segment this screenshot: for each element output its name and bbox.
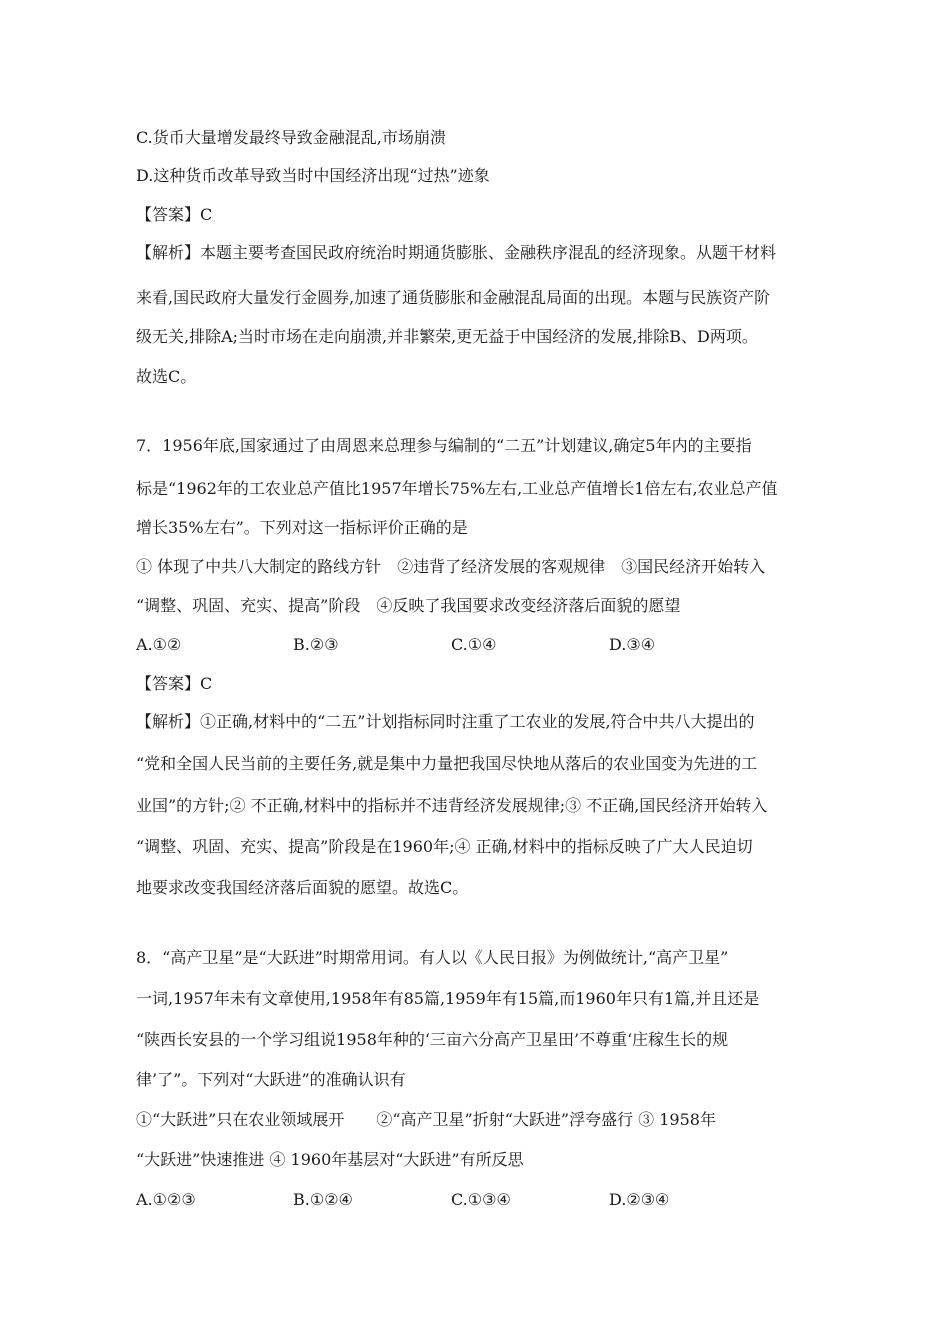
q6-option-d: D.这种货币改革导致当时中国经济出现“过热”迹象: [136, 166, 490, 185]
q8-stem-line: 8．“高产卫星”是“大跃进”时期常用词。有人以《人民日报》为例做统计,“高产卫星”: [136, 948, 729, 967]
q7-option-c: C.①④: [451, 635, 497, 654]
q8-stem-line: 律’了”。下列对“大跃进”的准确认识有: [136, 1070, 406, 1089]
q8-option-a: A.①②③: [136, 1190, 196, 1209]
q8-option-d: D.②③④: [609, 1190, 670, 1209]
q6-answer: 【答案】C: [136, 205, 213, 224]
q8-option-b: B.①②④: [293, 1190, 353, 1209]
q8-statement-line: “大跃进”快速推进 ④ 1960年基层对“大跃进”有所反思: [136, 1150, 524, 1169]
q7-stem-line: 7．1956年底,国家通过了由周恩来总理参与编制的“二五”计划建议,确定5年内的主要指: [136, 436, 752, 455]
q7-option-b: B.②③: [293, 635, 339, 654]
q6-analysis-line: 级无关,排除A;当时市场在走向崩溃,并非繁荣,更无益于中国经济的发展,排除B、D两项。: [136, 327, 758, 346]
q6-analysis-line: 故选C。: [136, 367, 197, 386]
q8-stem-line: “陕西长安县的一个学习组说1958年种的‘三亩六分高产卫星田’不尊重‘庄稼生长的规: [136, 1030, 729, 1049]
q8-statement-line: ①“大跃进”只在农业领域展开 ②“高产卫星”折射“大跃进”浮夸盛行 ③ 1958年: [136, 1110, 716, 1129]
q6-analysis-line: 来看,国民政府大量发行金圆券,加速了通货膨胀和金融混乱局面的出现。本题与民族资产阶: [136, 288, 771, 307]
q7-statement-line: ① 体现了中共八大制定的路线方针 ②违背了经济发展的客观规律 ③国民经济开始转入: [136, 557, 766, 576]
q7-option-a: A.①②: [136, 635, 182, 654]
q7-analysis-line: “调整、巩固、充实、提高”阶段是在1960年;④ 正确,材料中的指标反映了广大人民迫切: [136, 837, 753, 856]
q8-option-c: C.①③④: [451, 1190, 511, 1209]
q7-analysis-line: “党和全国人民当前的主要任务,就是集中力量把我国尽快地从落后的农业国变为先进的工: [136, 754, 758, 773]
q6-option-c: C.货币大量增发最终导致金融混乱,市场崩溃: [136, 128, 446, 147]
q7-analysis-line: 【解析】①正确,材料中的“二五”计划指标同时注重了工农业的发展,符合中共八大提出的: [136, 712, 755, 731]
q7-option-d: D.③④: [609, 635, 656, 654]
q7-stem-line: 标是“1962年的工农业总产值比1957年增长75%左右,工业总产值增长1倍左右,农业总产值: [136, 479, 778, 498]
q7-statement-line: “调整、巩固、充实、提高”阶段 ④反映了我国要求改变经济落后面貌的愿望: [136, 596, 681, 615]
q7-stem-line: 增长35%左右”。下列对这一指标评价正确的是: [136, 518, 468, 537]
q7-answer: 【答案】C: [136, 674, 213, 693]
q7-analysis-line: 业国”的方针;② 不正确,材料中的指标并不违背经济发展规律;③ 不正确,国民经济开始转入: [136, 796, 768, 815]
q8-stem-line: 一词,1957年未有文章使用,1958年有85篇,1959年有15篇,而1960年只有1篇,并且还是: [136, 989, 760, 1008]
q6-analysis-line: 【解析】本题主要考查国民政府统治时期通货膨胀、金融秩序混乱的经济现象。从题干材料: [136, 243, 777, 262]
q7-analysis-line: 地要求改变我国经济落后面貌的愿望。故选C。: [136, 878, 469, 897]
